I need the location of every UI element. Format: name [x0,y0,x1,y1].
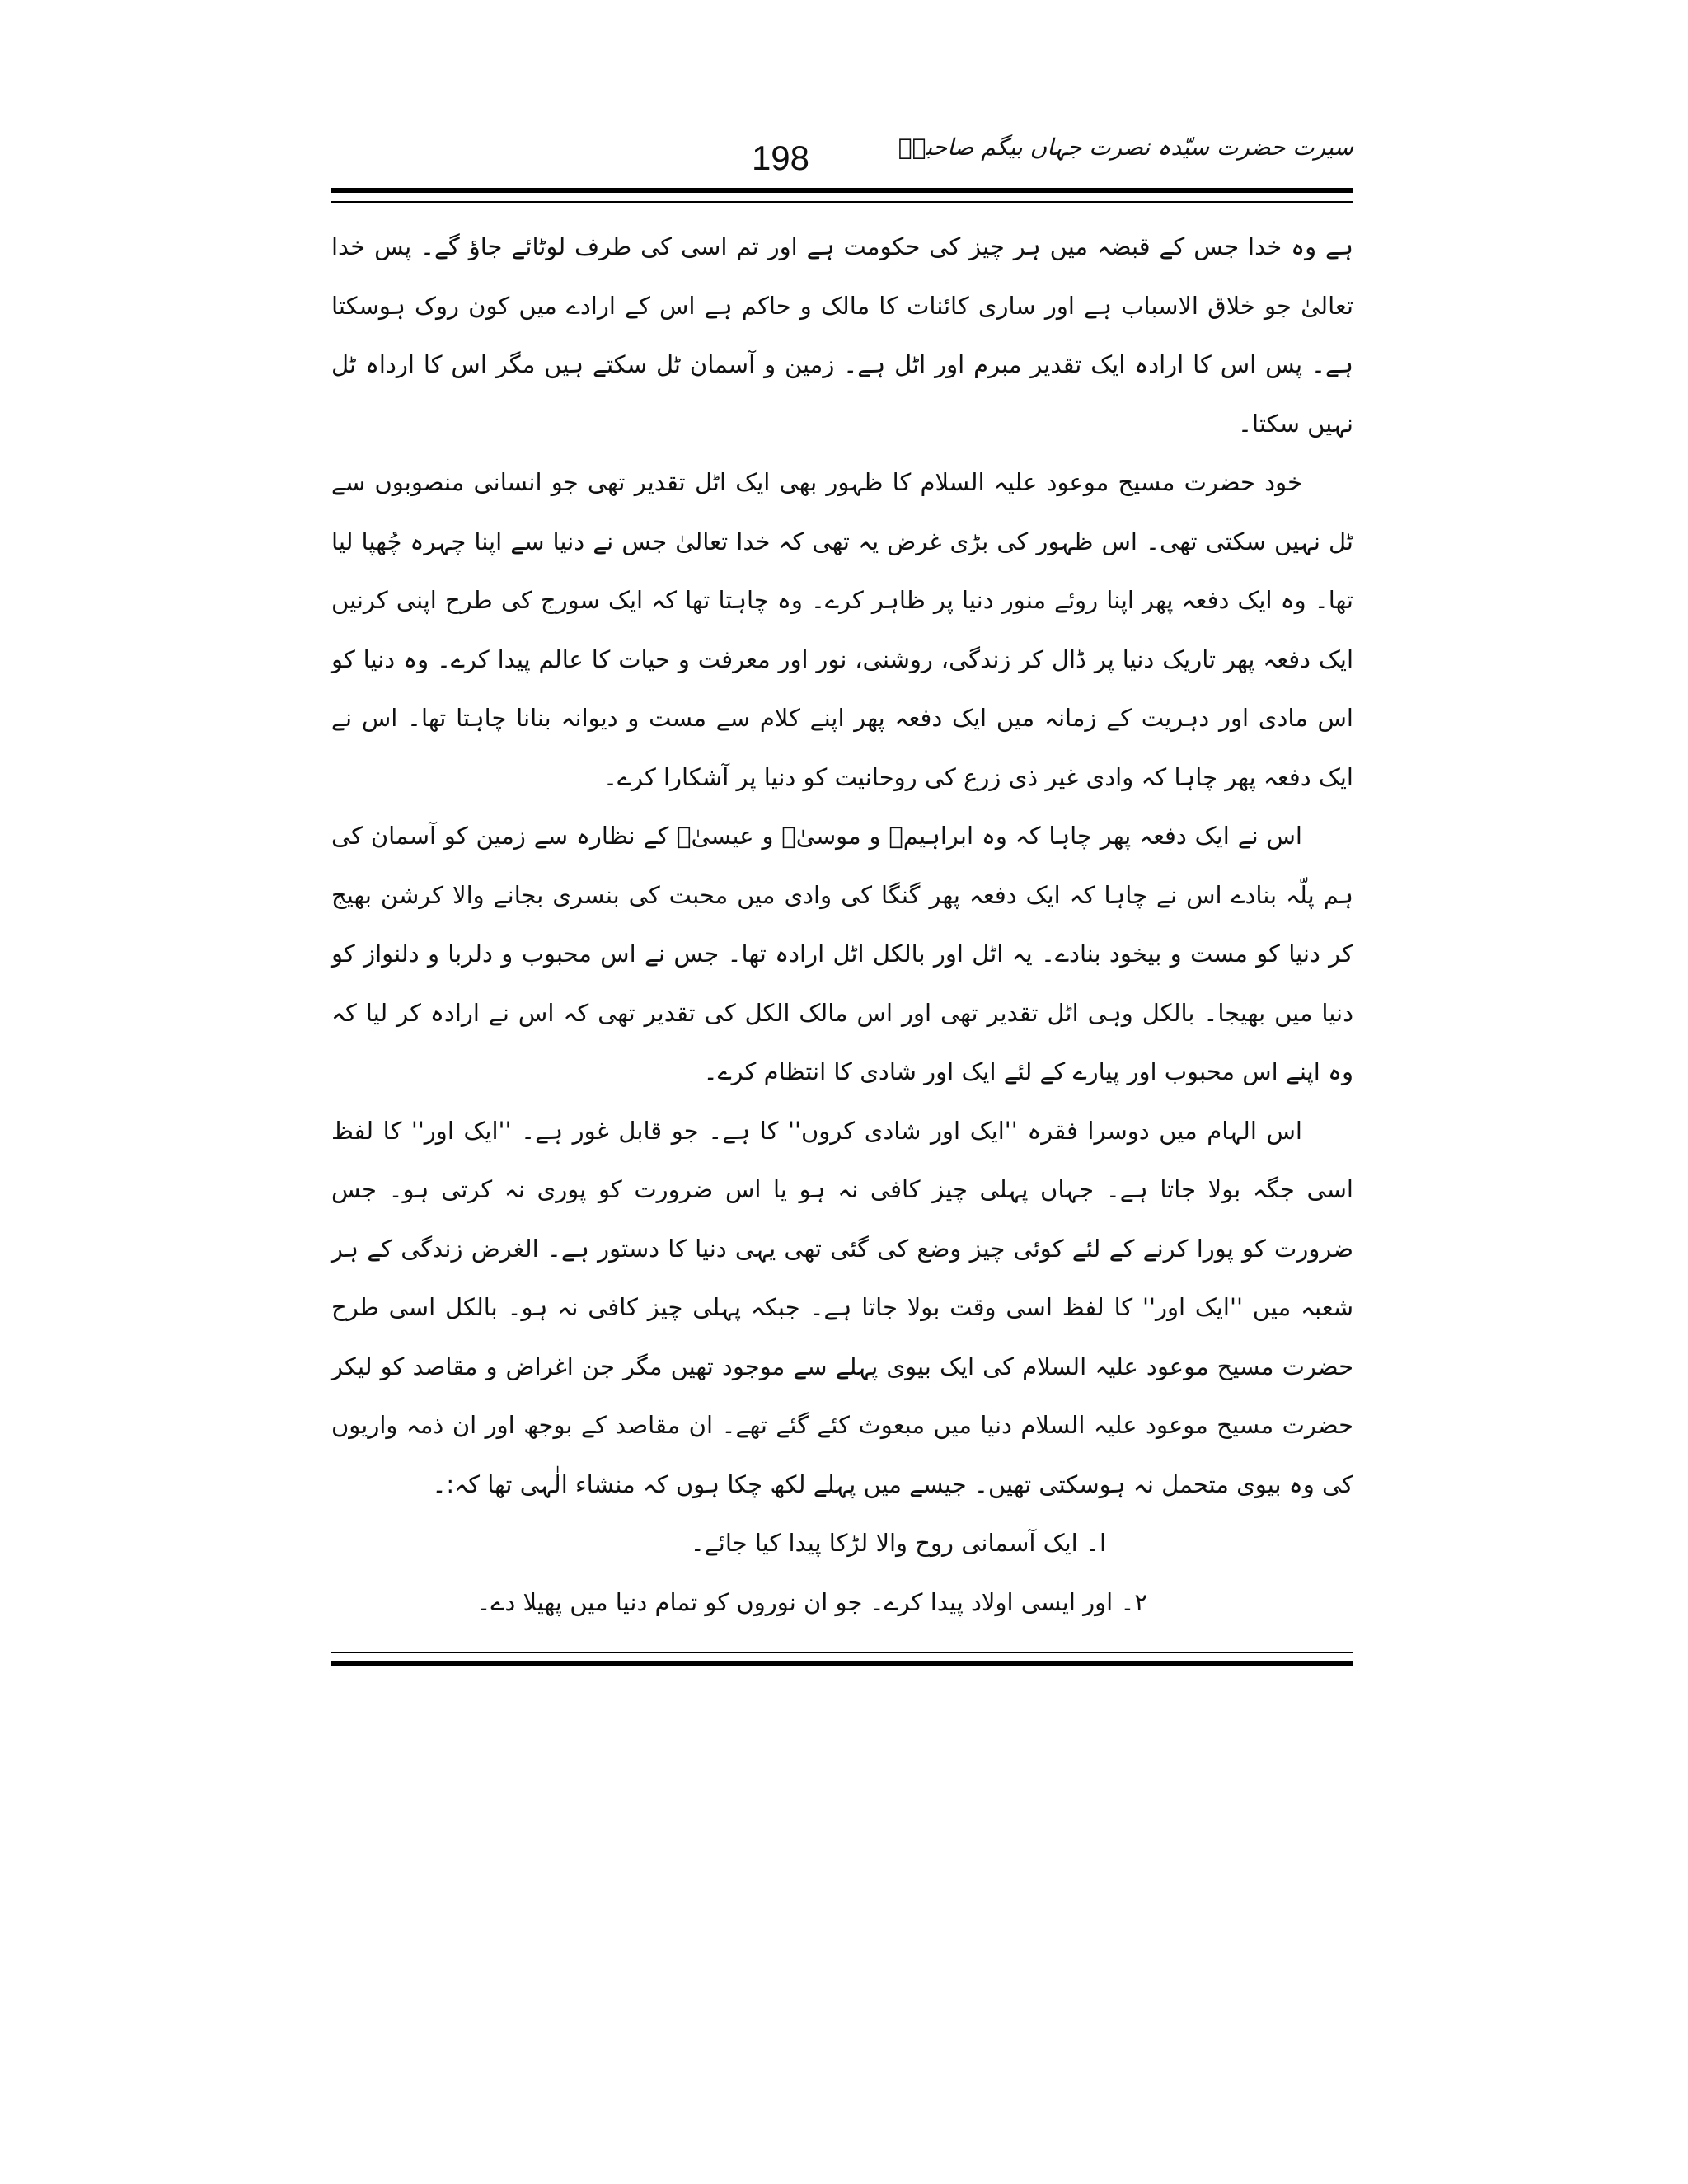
list-item-1: ا۔ ایک آسمانی روح والا لڑکا پیدا کیا جائے۔ [690,1529,1106,1557]
book-page [331,115,1353,1666]
paragraph-1: ہے وہ خدا جس کے قبضہ میں ہر چیز کی حکومت ہے اور تم اسی کی طرف لوٹائے جاؤ گے۔ پس خدا تعالیٰ جو خلاق الاسباب ہے اور ساری کائنات کا مالک و حاکم ہے اس کے ارادے میں کون روک ہوسکتا ہے۔ پس اس کا ارادہ ایک تقدیر مبرم اور اٹل ہے۔ زمین و آسمان ٹل سکتے ہیں مگر اس کا ارداہ ٹل نہیں سکتا۔ [331,232,1353,438]
running-title: سیرت حضرت سیّدہ نصرت جہاں بیگم صاحبہؓ [898,134,1353,161]
paragraph-4: اس الہام میں دوسرا فقرہ ''ایک اور شادی کروں'' کا ہے۔ جو قابل غور ہے۔ ''ایک اور'' کا لفظ اسی جگہ بولا جاتا ہے۔ جہاں پہلی چیز کافی نہ ہو یا اس ضرورت کو پوری نہ کرتی ہو۔ جس ضرورت کو پورا کرنے کے لئے کوئی چیز وضع کی گئی تھی یہی دنیا کا دستور ہے۔ الغرض زندگی کے ہر شعبہ میں ''ایک اور'' کا لفظ اسی وقت بولا جاتا ہے۔ جبکہ پہلی چیز کافی نہ ہو۔ بالکل اسی طرح حضرت مسیح موعود علیہ السلام کی ایک بیوی پہلے سے موجود تھیں مگر جن اغراض و مقاصد کو لیکر حضرت مسیح موعود علیہ السلام دنیا میں مبعوث کئے گئے تھے۔ ان مقاصد کے بوجھ اور ان ذمہ واریوں کی وہ بیوی متحمل نہ ہوسکتی تھیں۔ جیسے میں پہلے لکھ چکا ہوں کہ منشاء الٰہی تھا کہ:۔ [331,1116,1353,1498]
footer-divider [331,1652,1353,1666]
body-text [331,218,1353,1632]
page-number: 198 [751,138,810,177]
list-item-2: ۲۔ اور ایسی اولاد پیدا کرے۔ جو ان نوروں کو تمام دنیا میں پھیلا دے۔ [476,1587,1147,1616]
page-header [331,115,1353,181]
paragraph-3: اس نے ایک دفعہ پھر چاہا کہ وہ ابراہیمؑ و موسیٰؑ و عیسیٰؑ کے نظارہ سے زمین کو آسمان کی ہم پلّہ بنادے اس نے چاہا کہ ایک دفعہ پھر گنگا کی وادی میں محبت کی بنسری بجانے والا کرشن بھیج کر دنیا کو مست و بیخود بنادے۔ یہ اٹل اور بالکل اٹل ارادہ تھا۔ جس نے اس محبوب و دلربا و دلنواز کو دنیا میں بھیجا۔ بالکل وہی اٹل تقدیر تھی اور اس مالک الکل کی تقدیر تھی کہ اس نے ارادہ کر لیا کہ وہ اپنے اس محبوب اور پیارے کے لئے ایک اور شادی کا انتظام کرے۔ [331,822,1353,1085]
paragraph-2: خود حضرت مسیح موعود علیہ السلام کا ظہور بھی ایک اٹل تقدیر تھی جو انسانی منصوبوں سے ٹل نہیں سکتی تھی۔ اس ظہور کی بڑی غرض یہ تھی کہ خدا تعالیٰ جس نے دنیا سے اپنا چہرہ چُھپا لیا تھا۔ وہ ایک دفعہ پھر اپنا روئے منور دنیا پر ظاہر کرے۔ وہ چاہتا تھا کہ ایک سورج کی طرح اپنی کرنیں ایک دفعہ پھر تاریک دنیا پر ڈال کر زندگی، روشنی، نور اور معرفت و حیات کا عالم پیدا کرے۔ وہ دنیا کو اس مادی اور دہریت کے زمانہ میں ایک دفعہ پھر اپنے کلام سے مست و دیوانہ بنانا چاہتا تھا۔ اس نے ایک دفعہ پھر چاہا کہ وادی غیر ذی زرع کی روحانیت کو دنیا پر آشکارا کرے۔ [331,468,1353,791]
header-divider [331,188,1353,203]
